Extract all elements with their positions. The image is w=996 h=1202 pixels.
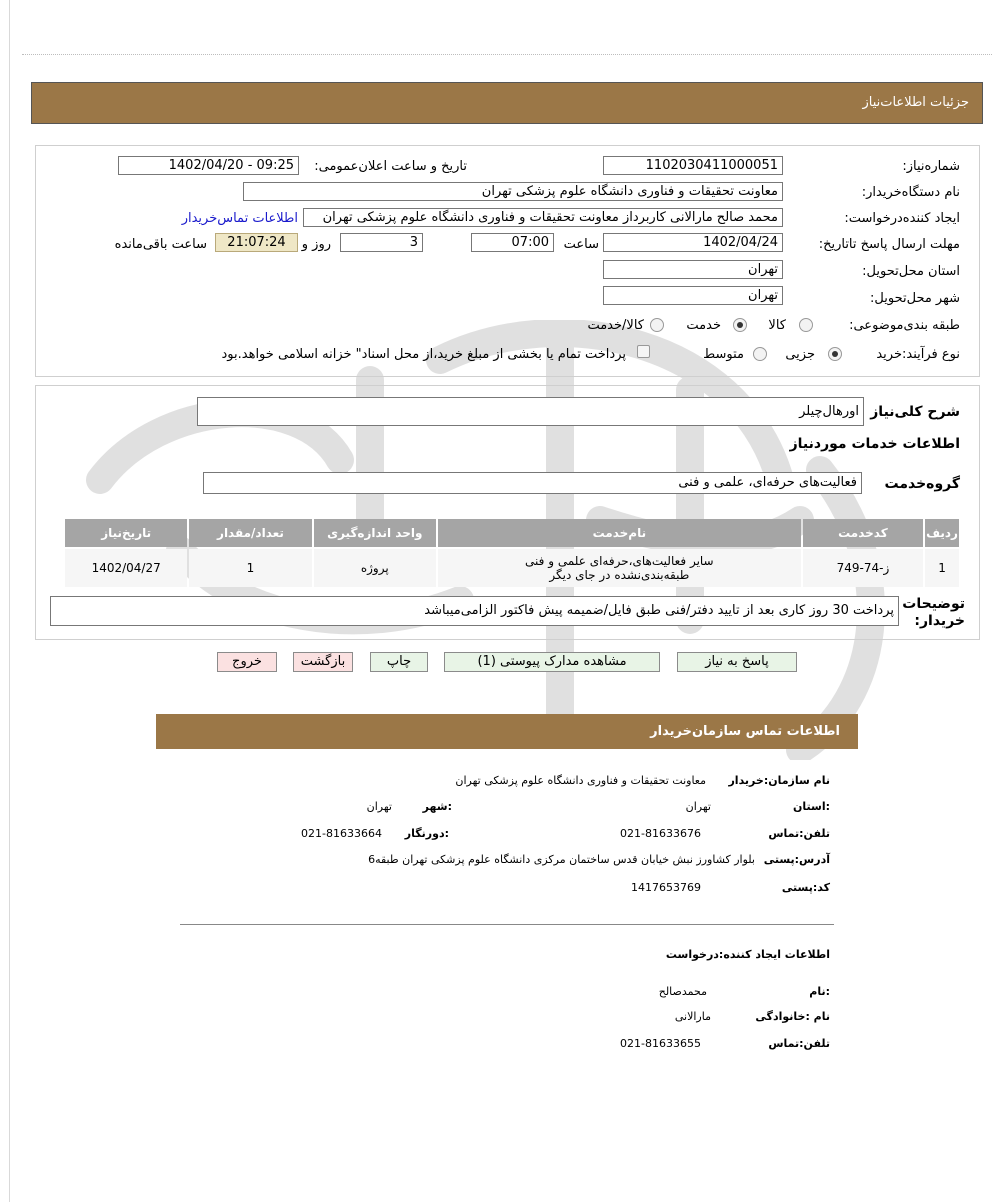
contact-phone-label: تلفن:تماس [768, 827, 830, 840]
creator-family-label: نام :خانوادگی [755, 1010, 830, 1023]
creator-label: ایجاد کننده‌درخواست: [844, 211, 960, 226]
days-label: روز و [301, 237, 331, 252]
service-group-label: گروه‌خدمت [884, 476, 960, 492]
col-header-code: کدخدمت [803, 519, 923, 547]
contact-address-label: آدرس:پستی [763, 853, 830, 866]
category-label: طبقه بندی‌موضوعی: [849, 318, 960, 333]
announce-label: تاریخ و ساعت اعلان‌عمومی: [314, 159, 467, 174]
back-button[interactable]: بازگشت [293, 652, 353, 672]
cell-name-line1: سایر فعالیت‌های،حرفه‌ای علمی و فنی [525, 554, 714, 568]
province-label: استان محل‌تحویل: [862, 264, 960, 279]
category-option-goods: کالا [768, 318, 786, 333]
process-option-minor: جزیی [785, 347, 815, 362]
contact-phone-value: 021-81633676 [620, 827, 701, 840]
summary-label: شرح کلی‌نیاز [870, 404, 960, 420]
col-header-row: ردیف [925, 519, 959, 547]
category-option-goods-service: کالا/خدمت [587, 318, 644, 333]
contact-address-value: بلوار کشاورز نبش خیابان قدس ساختمان مرکزی دانشگاه علوم پزشکی تهران طبقه6 [368, 853, 755, 866]
process-radio-minor[interactable] [828, 347, 842, 361]
buyer-notes-field: پرداخت 30 روز کاری بعد از تایید دفتر/فنی طبق فایل/ضمیمه پیش فاکتور الزامی‌میباشد [50, 596, 899, 626]
buyer-notes-label: توضیحات خریدار: [902, 596, 965, 629]
category-option-service: خدمت [686, 318, 721, 333]
city-label: شهر محل‌تحویل: [870, 291, 960, 306]
creator-name-label: :نام [809, 985, 830, 998]
category-radio-goods-service[interactable] [650, 318, 664, 332]
org-name-label: نام سازمان:خریدار [728, 774, 830, 787]
table-row [65, 549, 959, 587]
contact-fax-label: :دورنگار [404, 827, 449, 840]
cell-date: 1402/04/27 [65, 549, 187, 587]
services-table [63, 517, 961, 589]
contact-fax-value: 021-81633664 [301, 827, 382, 840]
remaining-label: ساعت باقی‌مانده [114, 237, 207, 252]
creator-phone-label: تلفن:تماس [768, 1037, 830, 1050]
left-border-line [9, 0, 10, 1202]
need-number-label: شماره‌نیاز: [902, 159, 960, 174]
remaining-time-field: 21:07:24 [215, 233, 298, 252]
cell-row: 1 [925, 549, 959, 587]
cell-name-line2: طبقه‌بندی‌نشده در جای دیگر [549, 568, 690, 582]
creator-family-value: مارالانی [674, 1010, 711, 1023]
cell-code: ز-74-749 [803, 549, 923, 587]
col-header-qty: تعداد/مقدار [189, 519, 311, 547]
deadline-date-field: 1402/04/24 [603, 233, 783, 252]
creator-info-title: اطلاعات ایجاد کننده:درخواست [665, 948, 830, 961]
top-dotted-divider [22, 54, 992, 55]
treasury-payment-checkbox[interactable] [637, 345, 650, 358]
province-field: تهران [603, 260, 783, 279]
cell-name [438, 549, 801, 587]
contact-city-value: تهران [366, 800, 392, 813]
category-radio-service[interactable] [733, 318, 747, 332]
need-number-field: 1102030411000051 [603, 156, 783, 175]
service-group-field: فعالیت‌های حرفه‌ای، علمی و فنی [203, 472, 862, 494]
contact-section-header [156, 714, 858, 749]
cell-qty: 1 [189, 549, 311, 587]
services-title: اطلاعات خدمات موردنیاز [789, 436, 960, 452]
contact-city-label: :شهر [422, 800, 452, 813]
buyer-org-label: نام دستگاه‌خریدار: [861, 185, 960, 200]
creator-name-value: محمدصالح [658, 985, 707, 998]
summary-field: اورهال‌چیلر [197, 397, 864, 426]
deadline-time-field: 07:00 [471, 233, 554, 252]
cell-unit: پروژه [314, 549, 436, 587]
page-header-title: جزئیات اطلاعات‌نیاز [862, 95, 969, 110]
treasury-payment-note: پرداخت تمام یا بخشی از مبلغ خرید،از محل اسناد" خزانه اسلامی خواهد.بود [221, 347, 626, 362]
print-button[interactable]: چاپ [370, 652, 428, 672]
process-label: نوع فرآیند: [902, 347, 960, 362]
buyer-org-field: معاونت تحقیقات و فناوری دانشگاه علوم پزشکی تهران [243, 182, 783, 201]
deadline-time-label: ساعت [563, 237, 599, 252]
contact-province-value: تهران [685, 800, 711, 813]
need-info-panel [35, 145, 980, 377]
deadline-label: مهلت ارسال پاسخ تا‌تاریخ: [818, 237, 960, 252]
attachments-button[interactable]: مشاهده مدارک پیوستی (1) [444, 652, 660, 672]
process-prefix: خرید [876, 347, 902, 362]
page-header [31, 82, 983, 124]
creator-phone-value: 021-81633655 [620, 1037, 701, 1050]
buyer-contact-link[interactable]: اطلاعات تماس‌خریدار [181, 211, 298, 226]
contact-section-title: اطلاعات تماس سازمان‌خریدار [650, 724, 840, 739]
city-field: تهران [603, 286, 783, 305]
col-header-name: نام‌خدمت [438, 519, 801, 547]
process-option-medium: متوسط [703, 347, 744, 362]
contact-province-label: :استان [793, 800, 830, 813]
col-header-unit: واحد اندازه‌گیری [314, 519, 436, 547]
org-name-value: معاونت تحقیقات و فناوری دانشگاه علوم پزشکی تهران [455, 774, 706, 787]
process-radio-medium[interactable] [753, 347, 767, 361]
creator-field: محمد صالح مارالانی کاربرداز معاونت تحقیقات و فناوری دانشگاه علوم پزشکی تهران [303, 208, 783, 227]
reply-button[interactable]: پاسخ به نیاز [677, 652, 797, 672]
days-field: 3 [340, 233, 423, 252]
announce-datetime-field: 1402/04/20 - 09:25 [118, 156, 299, 175]
exit-button[interactable]: خروج [217, 652, 277, 672]
contact-postal-label: کد:پستی [781, 881, 830, 894]
category-radio-goods[interactable] [799, 318, 813, 332]
contact-postal-value: 1417653769 [631, 881, 701, 894]
contact-divider [180, 924, 834, 925]
col-header-date: تاریخ‌نیاز [65, 519, 187, 547]
